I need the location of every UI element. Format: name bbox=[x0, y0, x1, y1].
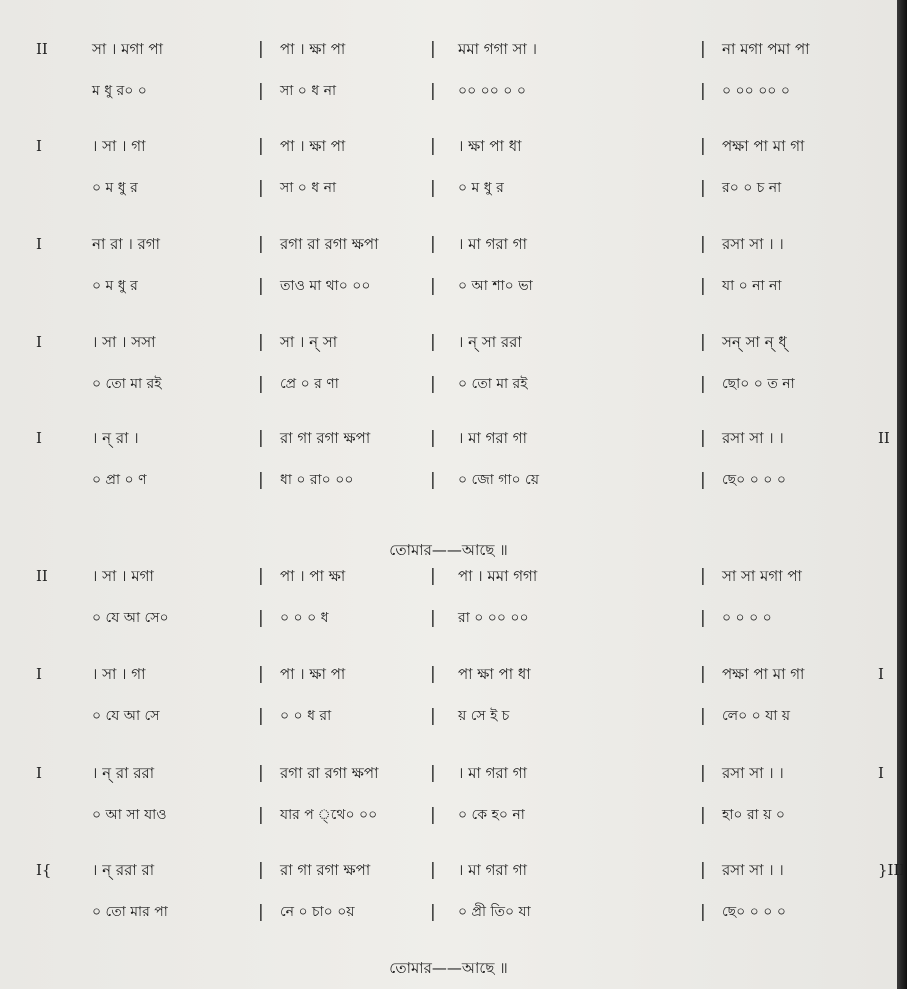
measure-2: রগা রা রগা ক্ষপা bbox=[280, 764, 379, 782]
bar-divider: | bbox=[700, 902, 706, 922]
bar-divider: | bbox=[430, 332, 436, 352]
bar-divider: | bbox=[700, 178, 706, 198]
bar-divider: | bbox=[430, 374, 436, 394]
measure-2: পা । ক্ষা পা bbox=[280, 137, 346, 155]
measure-3: ০ জো গা০ য়ে bbox=[458, 472, 539, 488]
bar-divider: | bbox=[258, 470, 264, 490]
bar-divider: | bbox=[700, 374, 706, 394]
bar-divider: | bbox=[700, 706, 706, 726]
measure-2: ধা ০ রা০ ০০ bbox=[280, 472, 354, 488]
measure-3: পা । মমা গগা bbox=[458, 567, 538, 585]
measure-3: । ন্ সা ররা bbox=[458, 333, 522, 351]
measure-4: সন্ সা ন্ ধ্ bbox=[722, 333, 787, 351]
measure-4: র০ ০ চ না bbox=[722, 180, 782, 196]
end-barline-mark: }III bbox=[878, 861, 906, 879]
bar-divider: | bbox=[700, 470, 706, 490]
measure-2: প্রে ০ র ণা bbox=[280, 376, 339, 392]
bar-divider: | bbox=[700, 136, 706, 156]
measure-2: সা ০ ধ না bbox=[280, 83, 337, 99]
measure-1: ০ যে আ সে bbox=[92, 708, 160, 724]
measure-2: রা গা রগা ক্ষপা bbox=[280, 861, 371, 879]
measure-1: ম ধু র০ ০ bbox=[92, 83, 147, 99]
bar-divider: | bbox=[258, 81, 264, 101]
measure-1: । সা । মগা bbox=[92, 567, 154, 585]
refrain-line-2: তোমার——আছে ॥ bbox=[389, 959, 508, 977]
notation-row bbox=[0, 423, 897, 453]
measure-4: পক্ষা পা মা গা bbox=[722, 665, 805, 683]
measure-1: ০ ম ধু র bbox=[92, 278, 138, 294]
measure-2: পা । ক্ষা পা bbox=[280, 40, 346, 58]
measure-4: ছো০ ০ ত না bbox=[722, 376, 795, 392]
bar-divider: | bbox=[430, 664, 436, 684]
bar-divider: | bbox=[700, 566, 706, 586]
measure-4: রসা সা । । bbox=[722, 764, 784, 782]
measure-4: যা ০ না না bbox=[722, 278, 782, 294]
measure-1: । সা । গা bbox=[92, 665, 146, 683]
bar-divider: | bbox=[430, 860, 436, 880]
bar-divider: | bbox=[700, 276, 706, 296]
measure-2: তাও মা থা০ ০০ bbox=[280, 278, 371, 294]
notation-row bbox=[0, 561, 897, 591]
bar-divider: | bbox=[430, 276, 436, 296]
measure-2: ০ ০ ০ ধ bbox=[280, 610, 329, 626]
start-barline-mark: I bbox=[36, 333, 42, 351]
end-barline-mark: I bbox=[878, 665, 884, 683]
measure-4: পক্ষা পা মা গা bbox=[722, 137, 805, 155]
measure-4: সা সা মগা পা bbox=[722, 567, 802, 585]
measure-1: । সা । গা bbox=[92, 137, 146, 155]
bar-divider: | bbox=[258, 706, 264, 726]
measure-3: । মা গরা গা bbox=[458, 235, 527, 253]
bar-divider: | bbox=[700, 763, 706, 783]
measure-2: রা গা রগা ক্ষপা bbox=[280, 429, 371, 447]
bar-divider: | bbox=[258, 566, 264, 586]
page-edge-shadow bbox=[897, 0, 907, 989]
bar-divider: | bbox=[700, 608, 706, 628]
bar-divider: | bbox=[430, 902, 436, 922]
measure-4: ০ ০ ০ ০ bbox=[722, 610, 772, 626]
lyric-row bbox=[0, 897, 897, 927]
notation-row bbox=[0, 131, 897, 161]
lyric-row bbox=[0, 701, 897, 731]
measure-3: ০ তো মা রই bbox=[458, 376, 528, 392]
measure-3: ০ ম ধু র bbox=[458, 180, 504, 196]
start-barline-mark: I bbox=[36, 665, 42, 683]
lyric-row bbox=[0, 271, 897, 301]
bar-divider: | bbox=[258, 608, 264, 628]
bar-divider: | bbox=[430, 136, 436, 156]
start-barline-mark: II bbox=[36, 567, 48, 585]
bar-divider: | bbox=[258, 860, 264, 880]
measure-3: । মা গরা গা bbox=[458, 861, 527, 879]
lyric-row bbox=[0, 800, 897, 830]
bar-divider: | bbox=[700, 664, 706, 684]
lyric-row bbox=[0, 76, 897, 106]
measure-3: য় সে ই চ bbox=[458, 708, 510, 724]
measure-4: রসা সা । । bbox=[722, 429, 784, 447]
bar-divider: | bbox=[430, 234, 436, 254]
bar-divider: | bbox=[258, 178, 264, 198]
bar-divider: | bbox=[700, 332, 706, 352]
bar-divider: | bbox=[430, 178, 436, 198]
bar-divider: | bbox=[258, 805, 264, 825]
measure-2: সা ০ ধ না bbox=[280, 180, 337, 196]
measure-3: । মা গরা গা bbox=[458, 764, 527, 782]
measure-4: রসা সা । । bbox=[722, 861, 784, 879]
lyric-row bbox=[0, 465, 897, 495]
measure-3: ০ কে হ০ না bbox=[458, 807, 525, 823]
measure-1: । সা । সসা bbox=[92, 333, 156, 351]
bar-divider: | bbox=[258, 902, 264, 922]
start-barline-mark: I bbox=[36, 429, 42, 447]
measure-1: । ন্ রা । bbox=[92, 429, 139, 447]
lyric-row bbox=[0, 173, 897, 203]
measure-2: সা । ন্ সা bbox=[280, 333, 338, 351]
measure-3: ০ আ শা০ ভা bbox=[458, 278, 533, 294]
bar-divider: | bbox=[700, 39, 706, 59]
bar-divider: | bbox=[430, 805, 436, 825]
notation-row bbox=[0, 229, 897, 259]
measure-1: সা । মগা পা bbox=[92, 40, 163, 58]
start-barline-mark: I bbox=[36, 137, 42, 155]
measure-3: রা ০ ০০ ০০ bbox=[458, 610, 529, 626]
measure-4: না মগা পমা পা bbox=[722, 40, 810, 58]
measure-4: রসা সা । । bbox=[722, 235, 784, 253]
measure-2: পা । ক্ষা পা bbox=[280, 665, 346, 683]
bar-divider: | bbox=[258, 332, 264, 352]
notation-row bbox=[0, 855, 906, 885]
bar-divider: | bbox=[430, 39, 436, 59]
measure-1: ০ আ সা যাও bbox=[92, 807, 167, 823]
measure-1: ০ প্রা ০ ণ bbox=[92, 472, 147, 488]
bar-divider: | bbox=[700, 81, 706, 101]
start-barline-mark: I bbox=[36, 764, 42, 782]
measure-2: নে ০ চা০ ০য় bbox=[280, 904, 355, 920]
start-barline-mark: I{ bbox=[36, 861, 52, 879]
measure-4: ০ ০০ ০০ ০ bbox=[722, 83, 790, 99]
end-barline-mark: I bbox=[878, 764, 884, 782]
bar-divider: | bbox=[430, 566, 436, 586]
bar-divider: | bbox=[700, 234, 706, 254]
notation-row bbox=[0, 758, 897, 788]
measure-1: । ন্ ররা রা bbox=[92, 861, 155, 879]
measure-4: লে০ ০ যা য় bbox=[722, 708, 791, 724]
measure-2: যার প ্থে০ ০০ bbox=[280, 807, 378, 823]
bar-divider: | bbox=[430, 706, 436, 726]
bar-divider: | bbox=[258, 234, 264, 254]
bar-divider: | bbox=[430, 428, 436, 448]
lyric-row bbox=[0, 369, 897, 399]
bar-divider: | bbox=[700, 860, 706, 880]
bar-divider: | bbox=[430, 470, 436, 490]
notation-row bbox=[0, 34, 897, 64]
bar-divider: | bbox=[258, 374, 264, 394]
bar-divider: | bbox=[258, 39, 264, 59]
bar-divider: | bbox=[700, 428, 706, 448]
measure-3: ০ প্রী তি০ যা bbox=[458, 904, 531, 920]
start-barline-mark: I bbox=[36, 235, 42, 253]
bar-divider: | bbox=[430, 81, 436, 101]
bar-divider: | bbox=[258, 428, 264, 448]
measure-4: ছে০ ০ ০ ০ bbox=[722, 904, 786, 920]
measure-3: পা ক্ষা পা ধা bbox=[458, 665, 531, 683]
measure-1: ০ তো মার পা bbox=[92, 904, 168, 920]
notation-row bbox=[0, 659, 897, 689]
measure-2: পা । পা ক্ষা bbox=[280, 567, 346, 585]
lyric-row bbox=[0, 603, 897, 633]
bar-divider: | bbox=[258, 136, 264, 156]
measure-1: ০ তো মা রই bbox=[92, 376, 162, 392]
measure-4: ছে০ ০ ০ ০ bbox=[722, 472, 786, 488]
measure-3: । ক্ষা পা ধা bbox=[458, 137, 522, 155]
bar-divider: | bbox=[258, 276, 264, 296]
measure-1: । ন্ রা ররা bbox=[92, 764, 155, 782]
bar-divider: | bbox=[258, 664, 264, 684]
bar-divider: | bbox=[430, 763, 436, 783]
measure-2: রগা রা রগা ক্ষপা bbox=[280, 235, 379, 253]
measure-2: ০ ০ ধ রা bbox=[280, 708, 332, 724]
notation-row bbox=[0, 327, 897, 357]
measure-3: ০০ ০০ ০ ০ bbox=[458, 83, 526, 99]
bar-divider: | bbox=[430, 608, 436, 628]
measure-1: ০ যে আ সে০ bbox=[92, 610, 169, 626]
bar-divider: | bbox=[258, 763, 264, 783]
measure-3: মমা গগা সা । bbox=[458, 40, 537, 58]
measure-1: ০ ম ধু র bbox=[92, 180, 138, 196]
measure-3: । মা গরা গা bbox=[458, 429, 527, 447]
end-barline-mark: II bbox=[878, 429, 890, 447]
refrain-line-1: তোমার——আছে ॥ bbox=[389, 541, 508, 559]
measure-4: হা০ রা য় ০ bbox=[722, 807, 785, 823]
measure-1: না রা । রগা bbox=[92, 235, 161, 253]
start-barline-mark: II bbox=[36, 40, 48, 58]
bar-divider: | bbox=[700, 805, 706, 825]
